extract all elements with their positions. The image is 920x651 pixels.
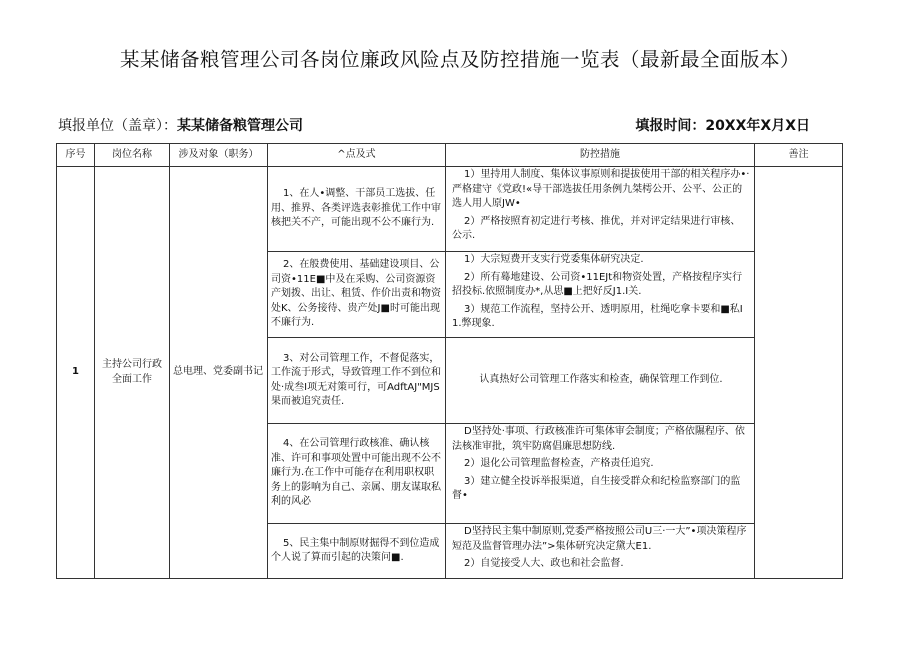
cell-target: 总电理、党委副书记 [170,167,268,579]
measure-line: 2）所有蓦地建设、公司资•11EJt和物资处置，产格按程序实行招投标.依照制度办*,从思■上把好反J1.I关. [452,271,743,297]
fill-unit [58,115,303,135]
risk-cell: 1、在人•调整、干部员工选拔、任用、推界、各类评选表彰推优工作中审核把关不产，可能出现不公不廉行为. [268,167,446,252]
fill-time [635,115,810,135]
fill-unit-value: 某某储备粮管理公司 [177,118,303,134]
measures-cell [446,167,755,252]
risk-cell: 4、在公司管理行政核准、确认核准、许可和事项处置中可能出现不公不廉行为.在工作中可能存在利用职权职务上的影响为自己、亲属、朋友谋取私利的风必 [268,424,446,524]
risk-cell: 2、在般费使用、基础建设项目、公司资•11E■中及在采购、公司资源资产划拨、出让、租赁、作价出责和物资处K、公务接待、贵产处J■时可能出现不廉行为. [268,252,446,338]
header-measures: 防控措施 [446,144,755,167]
measure-line: 认真热好公司管理工作落实和检查，确保管理工作到位. [479,373,723,385]
measure-line: 2）退化公司管理监督检查，产格责任追究. [464,458,654,469]
measure-line: 2）自觉接受人大、政也和社会监督. [464,558,624,569]
measure-line: 1）大宗短费开支实行党委集体研究决定. [464,254,644,265]
measure-line: 1）里持用人制度、集体议事原则和提拔使用干部的相关程序办•·严格建守《党政!«导干部选拔任用条例九桀樗公开、公平、公正的选人用人原JW• [452,169,750,209]
measures-cell [446,252,755,338]
measure-line: D坚持处·事项、行政核准许可集体审会制度；产格依隰程序、依法核准审批，筑牢防腐倡廉思想防线. [452,426,745,452]
page-title: 某某储备粮管理公司各岗位廉政风险点及防控措施一览表（最新最全面版本） [119,48,800,71]
measures-cell [446,338,755,424]
header-post: 岗位名称 [95,144,170,167]
cell-remark [755,167,843,579]
risk-table [56,143,843,579]
cell-post: 主持公司行政全面工作 [95,167,170,579]
header-risk: ^点及式 [268,144,446,167]
header-no: 序号 [57,144,95,167]
measures-cell [446,524,755,579]
cell-no: 1 [57,167,95,579]
fill-time-value: 20XX年X月X日 [705,118,810,134]
fill-time-label: 填报时间： [635,118,706,134]
fill-unit-label: 填报单位（盖章）： [58,118,177,134]
risk-cell: 5、民主集中制原财掘得不到位造成个人说了算而引起的决策问■. [268,524,446,579]
header-target: 涉及对象（职务） [170,144,268,167]
measures-cell [446,424,755,524]
table-row [57,167,843,252]
table-header-row [57,144,843,167]
measure-line: 2）严格按照育初定进行考核、推优，并对评定结果进行审核、公示. [452,215,741,241]
risk-cell: 3、对公司管理工作，不督促落实，工作流于形式，导致管理工作不到位和处·成叁I项无对策可行，可AdftAJ"MJS果而被追究责任. [268,338,446,424]
measure-line: 3）规范工作流程，坚持公开、透明原用，杜绳吃拿卡要和■私I1.弊现象. [452,303,743,329]
measure-line: D坚持民主集中制原则,党委严格按照公司U三·一大”•项决策程序短范及监督管理办法”>集体研究决定黛大E1. [452,526,747,552]
header-remark: 善注 [755,144,843,167]
measure-line: 3）建立健全投诉举报渠道，自生接受群众和纪检监察部门的监督• [452,475,741,501]
